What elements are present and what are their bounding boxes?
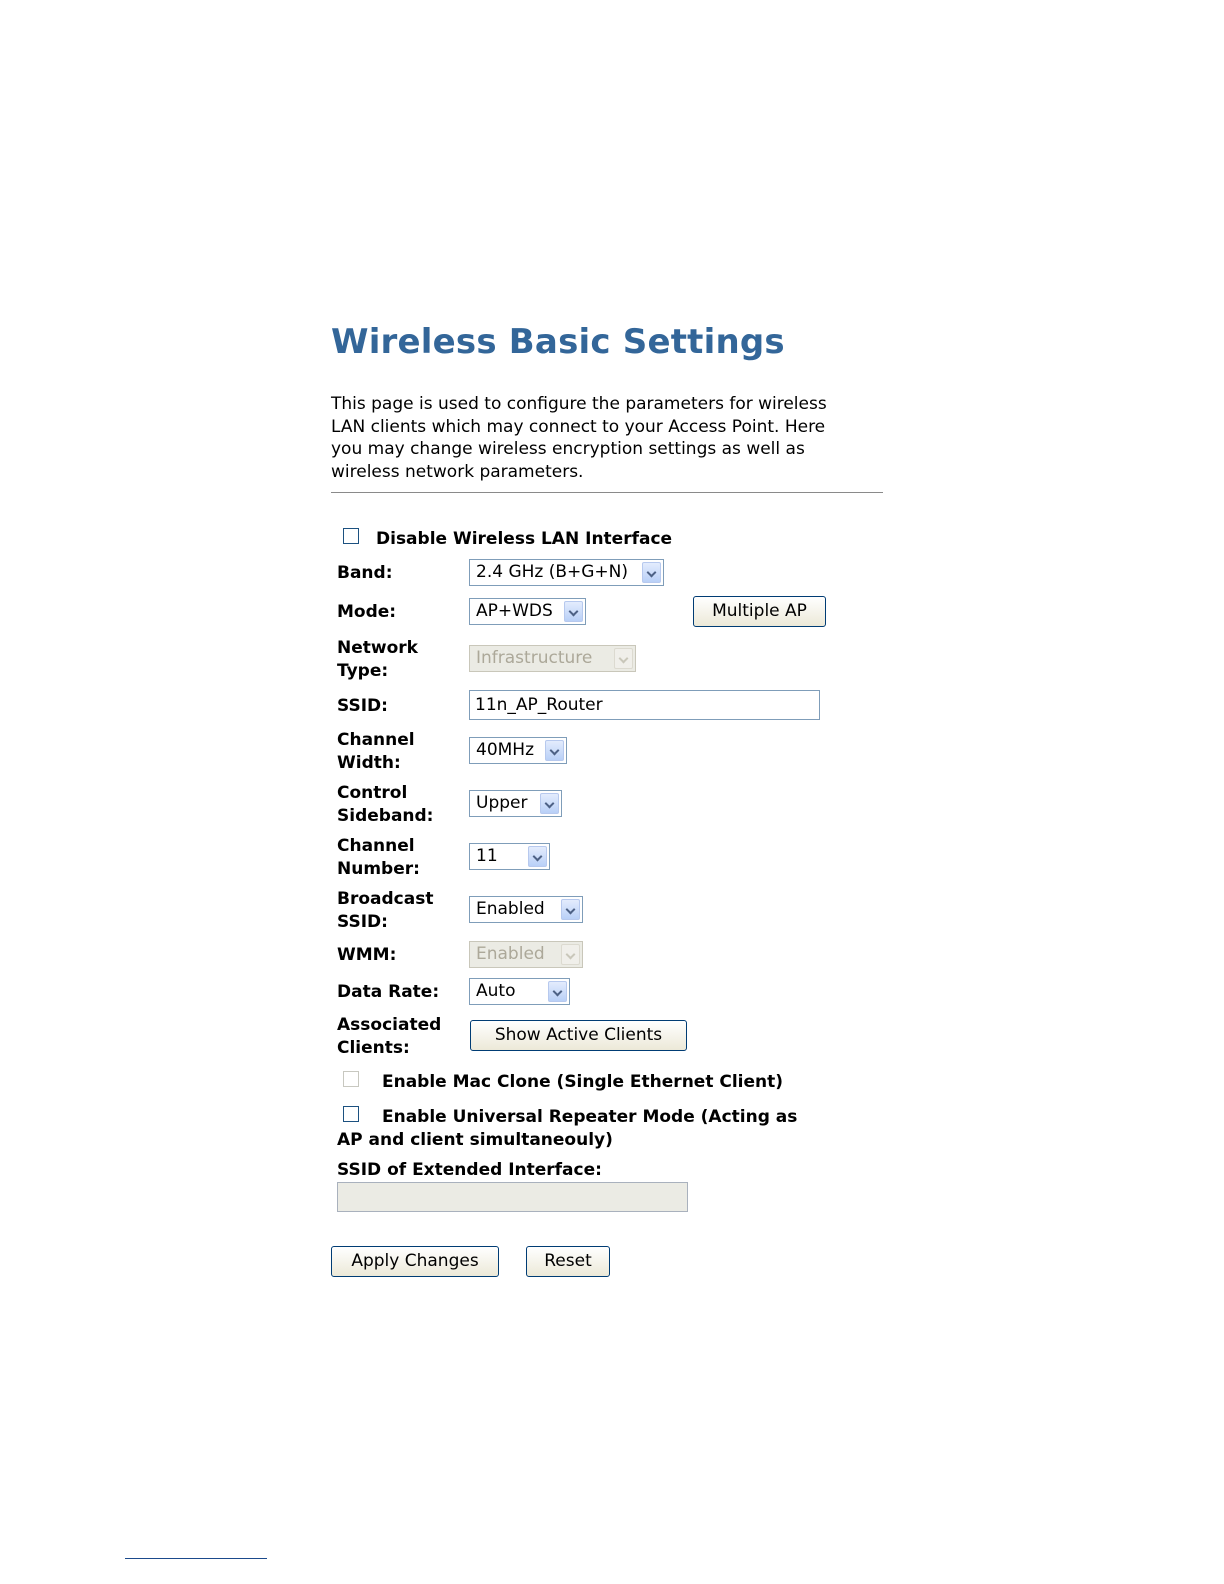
network-type-value: Infrastructure	[476, 648, 593, 668]
channel-number-select[interactable]	[469, 843, 550, 870]
mac-clone-checkbox	[343, 1071, 359, 1087]
description-line: you may change wireless encryption settings as well as	[331, 439, 805, 459]
chevron-down-icon	[545, 740, 564, 761]
control-sideband-select[interactable]	[469, 790, 562, 817]
chevron-down-icon	[561, 944, 580, 965]
associated-clients-label-line: Associated	[337, 1015, 442, 1035]
page-description	[331, 393, 891, 483]
ssid-label: SSID:	[337, 696, 388, 716]
broadcast-ssid-label-line: SSID:	[337, 911, 388, 932]
multiple-ap-button[interactable]: Multiple AP	[693, 596, 826, 627]
apply-changes-button[interactable]: Apply Changes	[331, 1246, 499, 1277]
data-rate-select[interactable]	[469, 978, 570, 1005]
channel-width-label-line: Width:	[337, 752, 401, 773]
chevron-down-icon	[561, 899, 580, 920]
channel-width-value: 40MHz	[476, 740, 535, 760]
band-select[interactable]	[469, 559, 664, 586]
channel-width-label	[337, 729, 415, 774]
mode-value: AP+WDS	[476, 601, 553, 621]
control-sideband-label-line: Sideband:	[337, 805, 434, 826]
data-rate-value: Auto	[476, 981, 516, 1001]
broadcast-ssid-label	[337, 888, 433, 933]
band-value: 2.4 GHz (B+G+N)	[476, 562, 629, 582]
mode-label: Mode:	[337, 602, 397, 622]
disable-wlan-label: Disable Wireless LAN Interface	[376, 529, 673, 549]
channel-number-value: 11	[476, 846, 498, 866]
disable-wlan-checkbox[interactable]	[343, 528, 359, 544]
chevron-down-icon	[614, 648, 633, 669]
network-type-label	[337, 637, 418, 682]
network-type-select	[469, 645, 636, 672]
reset-button[interactable]: Reset	[526, 1246, 610, 1277]
channel-number-label-line: Channel	[337, 836, 415, 856]
chevron-down-icon	[564, 601, 583, 622]
channel-number-label-line: Number:	[337, 858, 420, 879]
mac-clone-label: Enable Mac Clone (Single Ethernet Client)	[382, 1072, 784, 1092]
page-title: Wireless Basic Settings	[331, 322, 785, 362]
broadcast-ssid-value: Enabled	[476, 899, 545, 919]
associated-clients-label	[337, 1014, 441, 1059]
extended-ssid-input	[337, 1182, 688, 1212]
broadcast-ssid-label-line: Broadcast	[337, 889, 434, 909]
mode-select[interactable]	[469, 598, 586, 625]
channel-width-select[interactable]	[469, 737, 567, 764]
description-line: LAN clients which may connect to your Access Point. Here	[331, 416, 826, 437]
divider	[331, 492, 883, 493]
universal-repeater-label: Enable Universal Repeater Mode (Acting as	[382, 1107, 798, 1127]
universal-repeater-label-cont: AP and client simultaneouly)	[337, 1130, 613, 1150]
control-sideband-label-line: Control	[337, 783, 408, 803]
network-type-label-line: Network	[337, 638, 418, 658]
footnote-divider	[125, 1558, 267, 1559]
extended-ssid-label: SSID of Extended Interface:	[337, 1160, 602, 1180]
description-line: wireless network parameters.	[331, 461, 584, 482]
control-sideband-value: Upper	[476, 793, 528, 813]
chevron-down-icon	[540, 793, 559, 814]
description-line: This page is used to configure the parameters for wireless	[331, 394, 827, 414]
chevron-down-icon	[548, 981, 567, 1002]
show-active-clients-button[interactable]: Show Active Clients	[470, 1020, 687, 1051]
wmm-label: WMM:	[337, 945, 397, 965]
chevron-down-icon	[642, 562, 661, 583]
channel-width-label-line: Channel	[337, 730, 415, 750]
wmm-value: Enabled	[476, 944, 545, 964]
chevron-down-icon	[528, 846, 547, 867]
wmm-select	[469, 941, 583, 968]
channel-number-label	[337, 835, 420, 880]
universal-repeater-checkbox[interactable]	[343, 1106, 359, 1122]
network-type-label-line: Type:	[337, 660, 389, 681]
band-label: Band:	[337, 563, 393, 583]
control-sideband-label	[337, 782, 433, 827]
associated-clients-label-line: Clients:	[337, 1037, 410, 1058]
data-rate-label: Data Rate:	[337, 982, 440, 1002]
broadcast-ssid-select[interactable]	[469, 896, 583, 923]
ssid-input[interactable]: 11n_AP_Router	[469, 690, 820, 720]
